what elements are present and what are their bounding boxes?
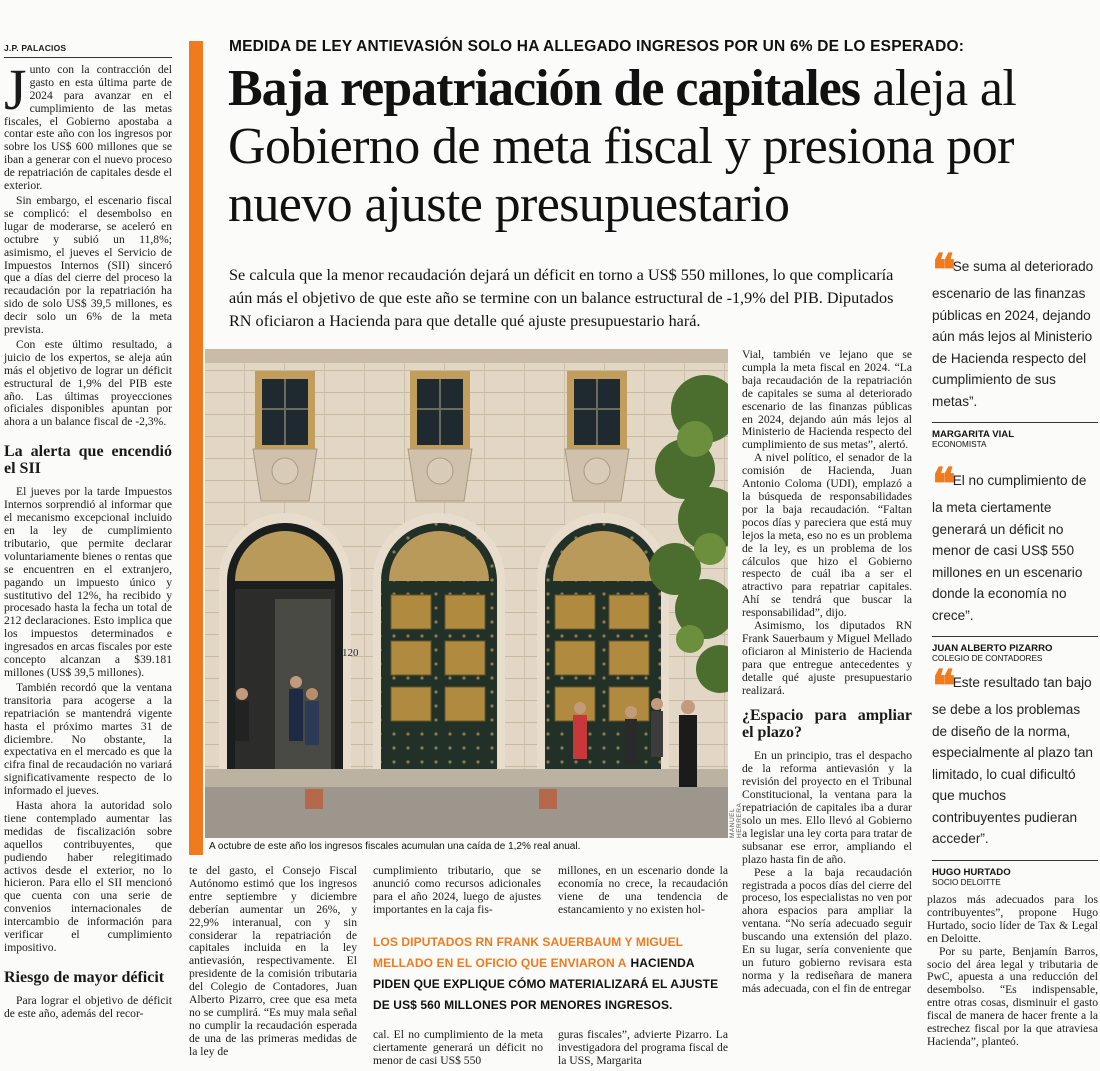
column-4-bottom: guras fiscales”, advierte Pizarro. La investigadora del programa fiscal de la USS, Margarita [558,1028,728,1067]
subheading-alert: La alerta que encendió el SII [4,443,172,478]
quote-text: Se suma al deteriorado escenario de las finanzas públicas en 2024, dejando aún más lejos al Ministerio de Hacienda respecto del cumplimiento de sus metas”. [932,259,1094,409]
byline: J.P. PALACIOS [4,42,172,58]
quote-2 [932,459,1098,663]
paragraph: Con este último resultado, a juicio de los expertos, se aleja aún más el objetivo de lograr un déficit estructural de 1,9% del PIB este año. Las últimas proyecciones oficiales disponibles apuntan por ahora a un balance fiscal de -2,3%. [4,337,172,429]
subheading-extend: ¿Espacio para ampliar el plazo? [742,707,912,742]
column-3-bottom: cal. El no cumplimiento de la meta ciertamente generará un déficit no menor de casi US$ 550 [373,1028,543,1067]
column-2: te del gasto, el Consejo Fiscal Autónomo estimó que los ingresos entre septiembre y diciembre deberían aumentar un 26%, y 22,9% interanual, con y sin considerar la repatriación de capitales incluida en la ley antievasión, respectivamente. El presidente de la comisión tributaria del Colegio de Contadores, Juan Alberto Pizarro, cree que esa meta no se cumplirá. “Es muy mala señal no cumplir la recaudación esperada de una de las primeras medidas de la ley de [189,864,357,1058]
quote-3 [932,661,1098,887]
column-5 [742,349,912,996]
subheading-risk: Riesgo de mayor déficit [4,968,165,986]
column-1 [4,42,172,1021]
accent-bar [189,41,203,855]
paragraph: Junto con la contracción del gasto en esta última parte de 2024 para avanzar en el cumplimiento de las metas fiscales, el Gobierno apostaba a contar este año con los ingresos por sobre los US$ 600 millones que se iban a generar con el nuevo proceso de repatriación de capitales desde el exterior. [4,56,172,193]
pull-quote-orange: LOS DIPUTADOS RN FRANK SAUERBAUM Y MIGUEL MELLADO EN EL OFICIO QUE ENVIARON A [373,935,683,970]
drop-cap: J [4,56,27,122]
headline-bold: Baja repatriación de capitales [228,60,860,117]
paragraph: En un principio, tras el despacho de la reforma antievasión y la revisión del proyecto en el Tribunal Constitucional, la ventana para la repatriación de capitales iba a durar solo un mes. Ello llevó al Gobierno a legislar una ley corta para tratar de subsanar ese error, ampliando el plazo hasta fin de año. [742,749,912,866]
quote-1 [932,245,1098,449]
column-3-top: cumplimiento tributario, que se anunció como recursos adicionales para el año 2024, luego de ajustes importantes en la caja fis- [373,864,541,916]
divider [932,860,1098,861]
divider [932,422,1098,423]
column-6 [927,894,1098,1049]
photo-credit: MANUEL HERRERA [729,802,743,838]
quote-text: El no cumplimiento de la meta ciertamente generará un déficit no menor de casi US$ 550 millones en un escenario donde la economía no crece”. [932,473,1087,623]
quote-author: HUGO HURTADO [932,866,1011,878]
door-number: 120 [342,647,359,659]
quote-author-role: COLEGIO DE CONTADORES [932,654,1043,663]
pull-quote [373,932,729,1016]
paragraph: Por su parte, Benjamín Barros, socio del área legal y tributaria de PwC, apuesta a una reducción del desembolso. “Es indispensable, entre otras cosas, disminuir el gasto fiscal de manera de hacer frente a la estrechez fiscal por la que atraviesa Hacienda”, planteó. [927,944,1098,1048]
paragraph: Hasta ahora la autoridad solo tiene contemplado aumentar las medidas de fiscalización sobre aquellos contribuyentes, que pudiendo haber relegitimado activos desde el exterior, no lo hicieron. Para ello el SII mencionó que cuenta con una serie de convenios internacionales de intercambio de información para verificar el cumplimiento impositivo. [4,799,172,954]
quote-icon: ❝ [932,245,950,296]
photo-caption: A octubre de este año los ingresos fiscales acumulan una caída de 1,2% real anual. [209,841,581,852]
quote-author: JUAN ALBERTO PIZARRO [932,643,1053,654]
quote-icon: ❝ [932,661,950,712]
paragraph: También recordó que la ventana transitoria para acogerse a la repatriación se mantendrá vigente hasta el próximo martes 31 de diciembre. No obstante, la expectativa en el mercado es que la cifra final de recaudación no variará significativamente respecto de lo informado el jueves. [4,680,172,798]
paragraph: Asimismo, los diputados RN Frank Sauerbaum y Miguel Mellado oficiaron al Ministerio de Hacienda para que entregue antecedentes y detalle qué ajuste presupuestario realizará. [742,619,912,697]
headline-rest: aleja al Gobierno de meta fiscal y presiona por nuevo ajuste presupuestario [228,60,1017,233]
building-illustration [205,349,728,838]
quote-author-role: ECONOMISTA [932,440,987,449]
column-4-top: millones, en un escenario donde la economía no crece, la recaudación viene de una tendencia de estancamiento y no existen hol- [558,864,728,916]
quote-author: MARGARITA VIAL [932,429,1015,440]
quote-icon: ❝ [932,459,950,510]
paragraph: El jueves por la tarde Impuestos Internos sorprendió al informar que el mecanismo excepcional incluido en la ley de cumplimiento tributario, que permite declarar voluntariamente bienes o rentas que se encuentren en el extranjero, pagando un impuesto único y sustitutivo del 12%, ha recibido y procesado hasta la fecha un total de 212 declaraciones. Esto implica que los impuestos determinados e ingresados en arcas fiscales por este concepto alcanzan a $39.181 millones (US$ 39,5 millones). [4,485,172,679]
kicker: MEDIDA DE LEY ANTIEVASIÓN SOLO HA ALLEGADO INGRESOS POR UN 6% DE LO ESPERADO: [229,38,965,55]
quote-text: Este resultado tan bajo se debe a los problemas de diseño de la norma, especialmente al plazo tan limitado, lo cual dificultó que muchos contribuyentes pudieran acceder”. [932,675,1093,846]
paragraph: Sin embargo, el escenario fiscal se complicó: el desembolso en lugar de moderarse, se aceleró en octubre y subió un 11,8%; asimismo, el jueves el Servicio de Impuestos Internos (SII) sinceró que a días del cierre del proceso la recaudación por la repatriación ha sido de solo US$ 39,5 millones, es decir solo un 6% de la meta prevista. [4,193,172,337]
paragraph: Pese a la baja recaudación registrada a pocos días del cierre del proceso, los especialistas no ven por ahora espacios para ampliar la ventana. “No sería adecuado seguir buscando una extensión del plazo. En su lugar, sería conveniente que un futuro gobierno revisara esta norma y la rediseñara de manera más adecuada, con el fin de entregar [742,865,912,995]
pull-quote-black: HACIENDA PIDEN QUE EXPLIQUE CÓMO MATERIALIZARÁ EL AJUSTE DE US$ 560 MILLONES POR MENORES INGRESOS. [373,956,719,1012]
paragraph: Vial, también ve lejano que se cumpla la meta fiscal en 2024. “La baja recaudación de la repatriación de capitales se suma al deteriorado escenario de las finanzas públicas en 2024, dejando aún más lejos al Ministerio de Hacienda respecto del cumplimiento de sus metas”, alertó. [742,348,912,452]
divider [932,636,1098,637]
headline [228,60,1098,234]
deck: Se calcula que la menor recaudación dejará un déficit en torno a US$ 550 millones, lo que complicaría aún más el objetivo de que este año se termine con un balance estructural de -1,9% del PIB. Diputados RN oficiaron a Hacienda para que detalle qué ajuste presupuestario hará. [229,266,894,330]
paragraph: A nivel político, el senador de la comisión de Hacienda, Juan Antonio Coloma (UDI), emplazó a la búsqueda de responsabilidades por la baja recaudación. “Faltan pocos días y pareciera que está muy lejos la meta, eso no es un problema de la ley, es un problema de los cálculos que hizo el Gobierno respecto de cuál iba a ser el atractivo para repatriar capitales. Ahí se tendrá que buscar la responsabilidad”, dijo. [742,451,912,620]
paragraph: Para lograr el objetivo de déficit de este año, además del recor- [4,993,172,1020]
paragraph: plazos más adecuados para los contribuyentes”, propone Hugo Hurtado, socio líder de Tax & Legal en Deloitte. [927,893,1098,945]
quote-author-role: SOCIO DELOITTE [932,877,1001,887]
building-photo [205,349,728,838]
